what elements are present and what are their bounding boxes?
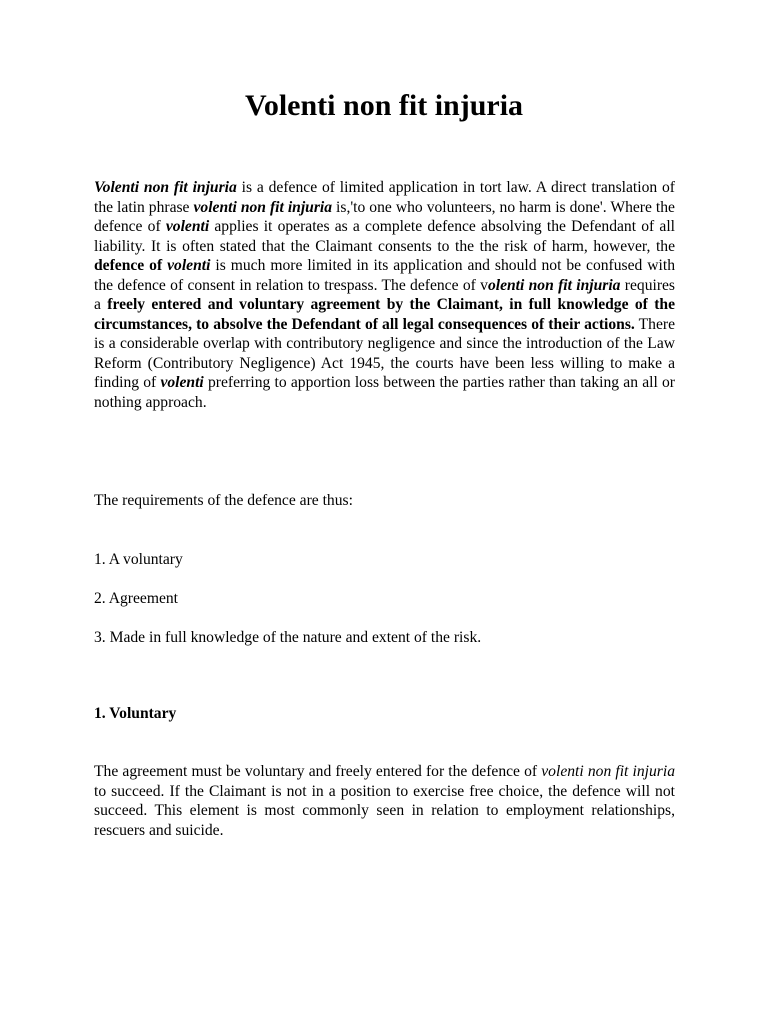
intro-text: requires a — [94, 276, 676, 313]
voluntary-latin-term: volenti non fit injuria — [541, 763, 675, 780]
intro-latin-term: olenti non fit injuria — [487, 276, 621, 294]
requirement-item: 3. Made in full knowledge of the nature and extent of the risk. — [94, 629, 482, 646]
intro-latin-term: volenti — [165, 218, 210, 235]
intro-text: applies it operates as a complete defence absolving the Defendant of all liability. It is often stated that the Claimant consents to the the risk of harm, however, the — [94, 218, 676, 255]
intro-text: There is a considerable overlap with contributory negligence and since the introduction of the Law Reform (Contributory Negligence) Act 1945, the courts have been less willing to make a finding of — [94, 315, 675, 391]
intro-bold-text: defence of — [94, 257, 168, 274]
section-heading: 1. Voluntary — [94, 705, 177, 722]
intro-text: is,'to one who volunteers, no harm is done'. Where the defence of — [94, 198, 675, 235]
requirement-item: 2. Agreement — [94, 590, 179, 607]
requirements-intro: The requirements of the defence are thus: — [94, 492, 353, 509]
requirement-item: 1. A voluntary — [94, 551, 183, 568]
intro-latin-term: Volenti non fit injuria — [94, 179, 237, 196]
voluntary-text: The agreement must be voluntary and freely entered for the defence of — [94, 763, 542, 780]
intro-paragraph — [94, 178, 675, 412]
intro-bold-text: freely entered and voluntary agreement by the Claimant, in full knowledge of the circumstances, to absolve the Defendant of all legal consequences of their actions. — [94, 296, 675, 333]
intro-latin-term: volenti — [167, 257, 211, 274]
voluntary-text: to succeed. If the Claimant is not in a position to exercise free choice, the defence will not succeed. This element is most commonly seen in relation to employment relationships, rescuers and suicide. — [94, 782, 675, 839]
intro-latin-term: volenti — [160, 374, 204, 391]
intro-text: is much more limited in its application and should not be confused with the defence of consent in relation to trespass. The defence of v — [94, 257, 675, 294]
document-title: Volenti non fit injuria — [244, 89, 524, 122]
intro-text: preferring to apportion loss between the parties rather than taking an all or nothing approach. — [94, 374, 675, 411]
voluntary-paragraph — [94, 762, 675, 840]
intro-latin-term: volenti non fit injuria — [193, 198, 333, 216]
intro-text: is a defence of limited application in tort law. A direct translation of the latin phrase — [94, 179, 675, 216]
